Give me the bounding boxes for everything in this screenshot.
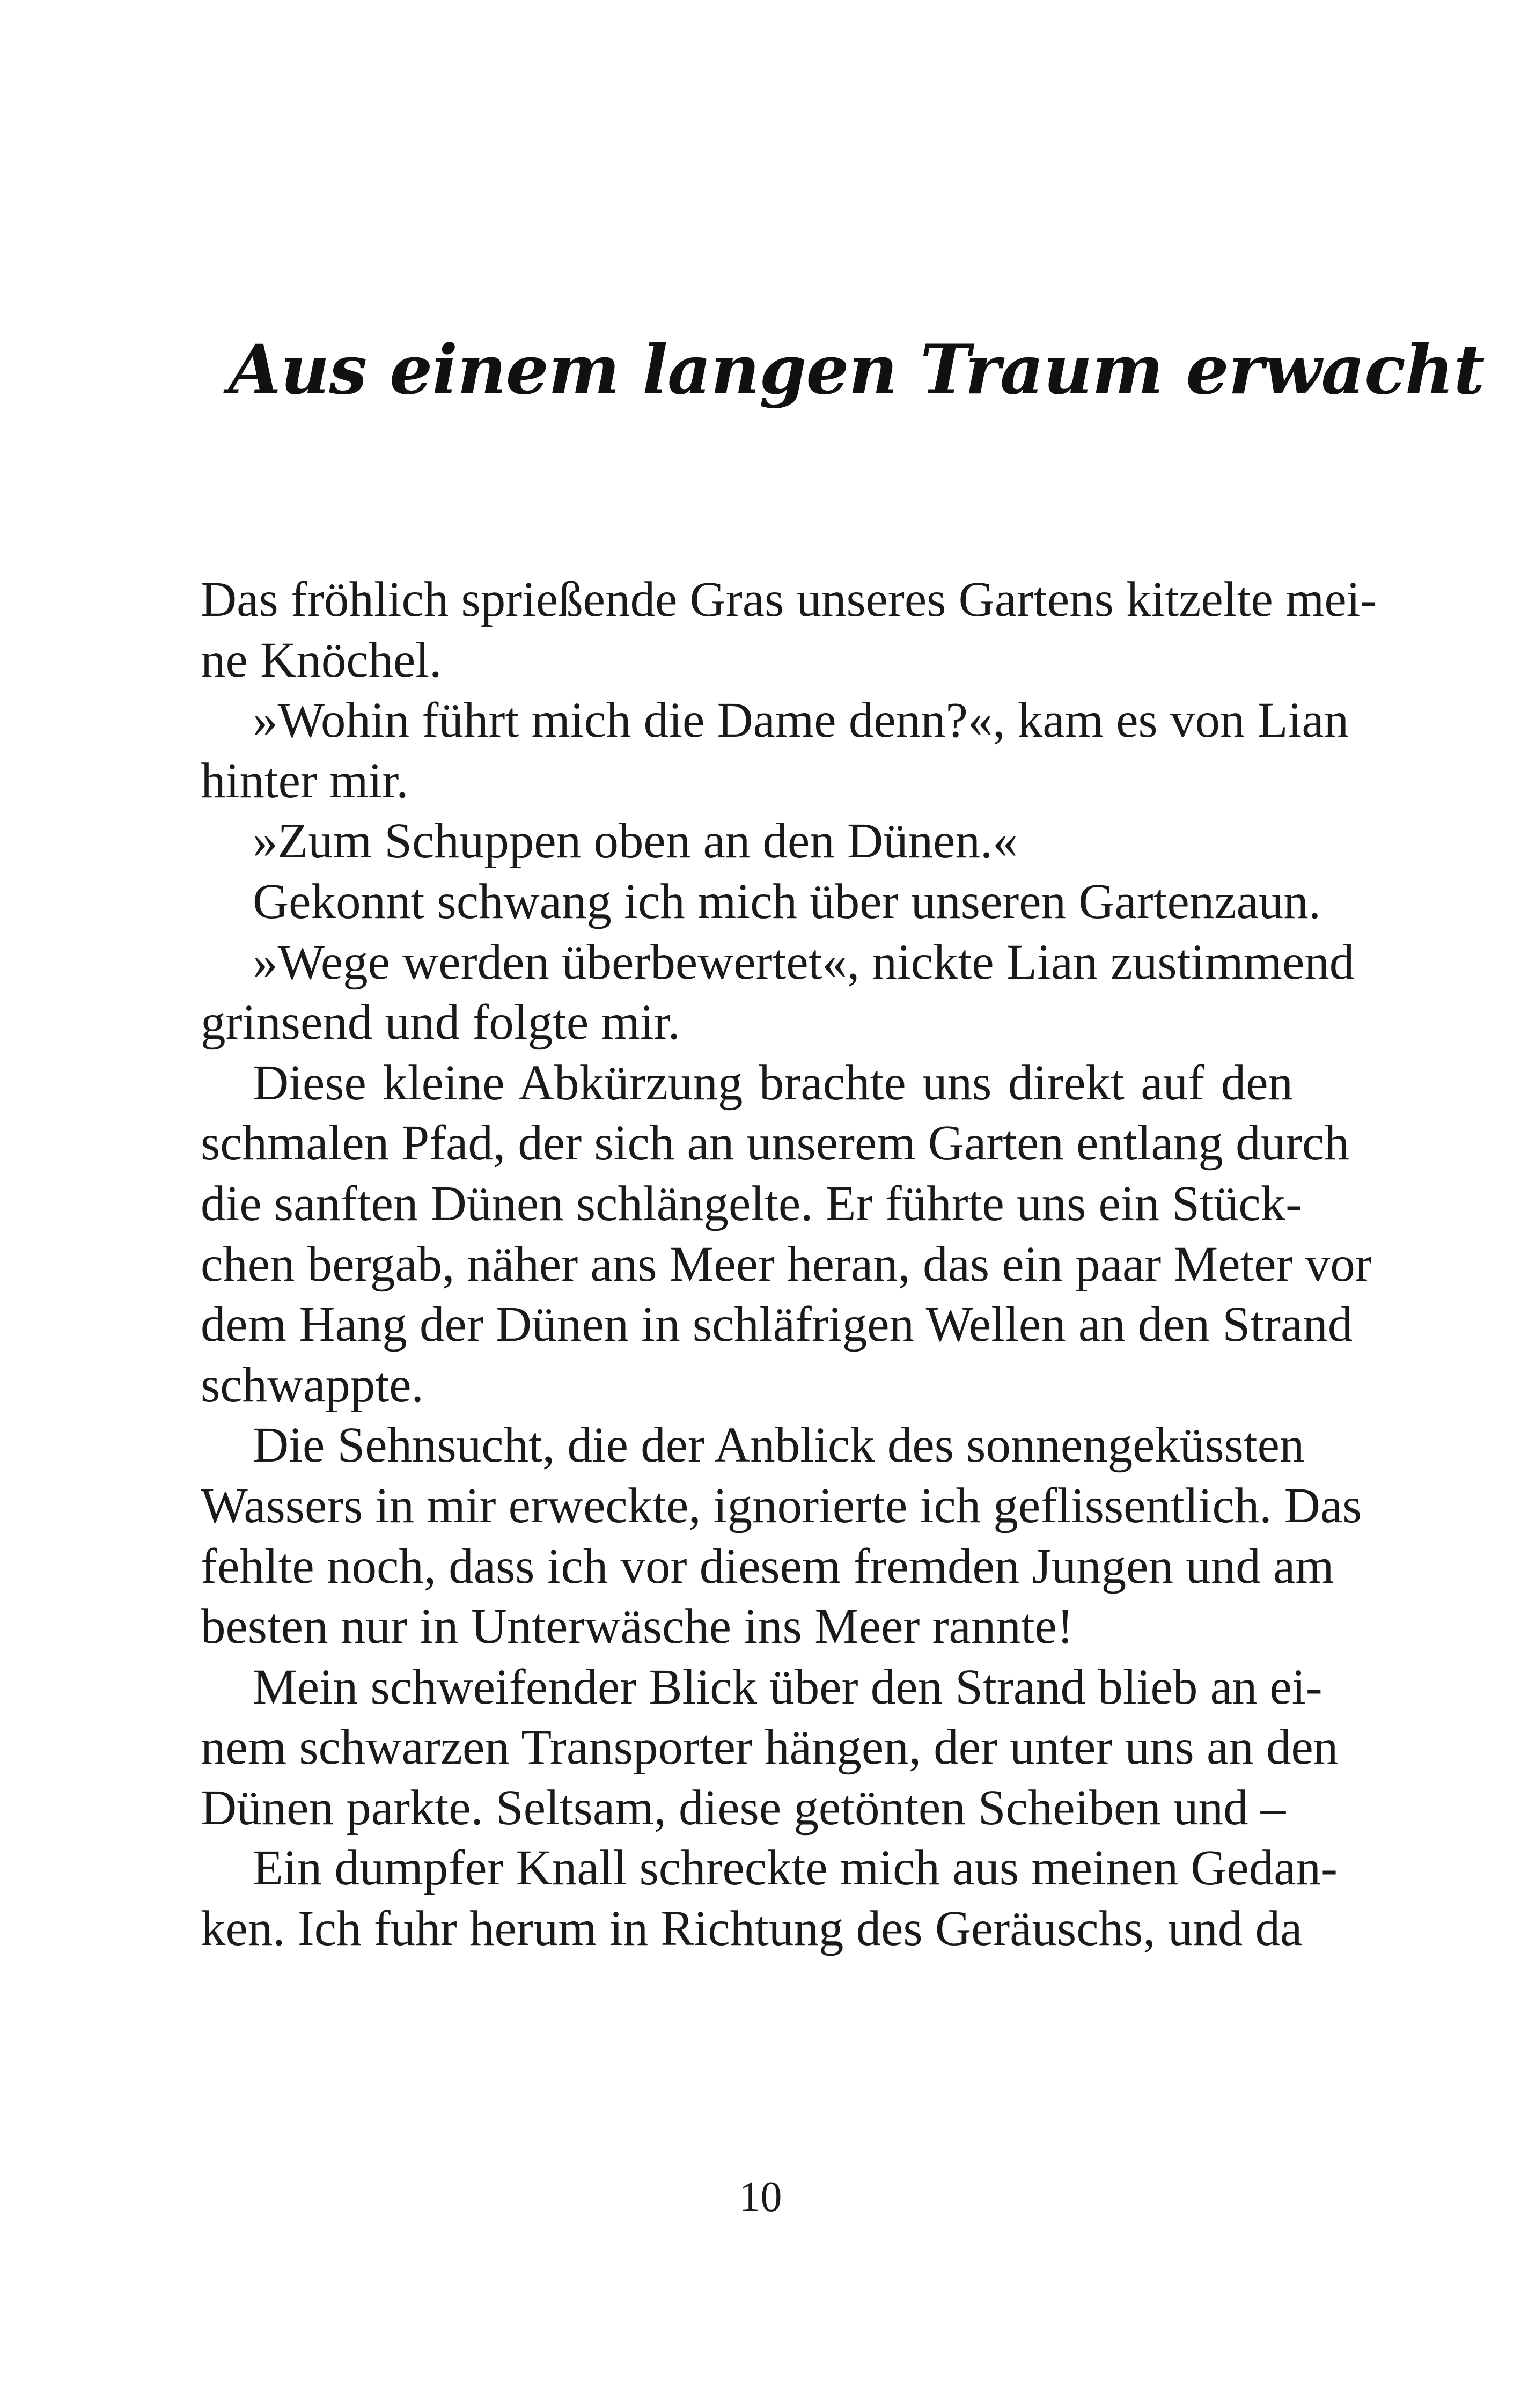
- text-line: »Wege werden überbewertet«, nickte Lian zustimmend: [253, 934, 1355, 990]
- text-line: Gekonnt schwang ich mich über unseren Gartenzaun.: [253, 873, 1321, 929]
- text-line: schmalen Pfad, der sich an unserem Garten entlang durch: [201, 1115, 1349, 1171]
- text-line: ken. Ich fuhr herum in Richtung des Geräuschs, und da: [201, 1901, 1303, 1957]
- page-number: 10: [739, 2174, 782, 2221]
- text-line: schwappte.: [201, 1357, 424, 1413]
- text-line: dem Hang der Dünen in schläfrigen Wellen an den Strand: [201, 1297, 1353, 1353]
- text-line: »Wohin führt mich die Dame denn?«, kam es von Lian: [253, 693, 1349, 748]
- chapter-title: Aus einem langen Traum erwacht: [229, 330, 1485, 409]
- text-line: nem schwarzen Transporter hängen, der unter uns an den: [201, 1720, 1339, 1775]
- text-line: Ein dumpfer Knall schreckte mich aus meinen Gedan-: [253, 1840, 1338, 1896]
- text-line: grinsend und folgte mir.: [201, 995, 680, 1051]
- text-line: die sanften Dünen schlängelte. Er führte uns ein Stück-: [201, 1176, 1303, 1231]
- text-line: chen bergab, näher ans Meer heran, das ein paar Meter vor: [201, 1236, 1372, 1292]
- text-line: besten nur in Unterwäsche ins Meer rannte!: [201, 1599, 1074, 1655]
- text-line: fehlte noch, dass ich vor diesem fremden Jungen und am: [201, 1538, 1334, 1594]
- text-line: ne Knöchel.: [201, 632, 442, 688]
- text-line: Mein schweifender Blick über den Strand blieb an ei-: [253, 1659, 1322, 1715]
- text-line: Das fröhlich sprießende Gras unseres Gartens kitzelte mei-: [201, 572, 1377, 627]
- text-line: Wassers in mir erweckte, ignorierte ich geflissentlich. Das: [201, 1478, 1362, 1533]
- text-line: hinter mir.: [201, 753, 409, 809]
- text-line: Diese kleine Abkürzung brachte uns direkt auf den: [253, 1055, 1293, 1111]
- text-line: »Zum Schuppen oben an den Dünen.«: [253, 813, 1018, 869]
- body-text: [201, 570, 1377, 1959]
- text-line: Dünen parkte. Seltsam, diese getönten Scheiben und –: [201, 1780, 1286, 1836]
- text-line: Die Sehnsucht, die der Anblick des sonnengeküssten: [253, 1418, 1305, 1473]
